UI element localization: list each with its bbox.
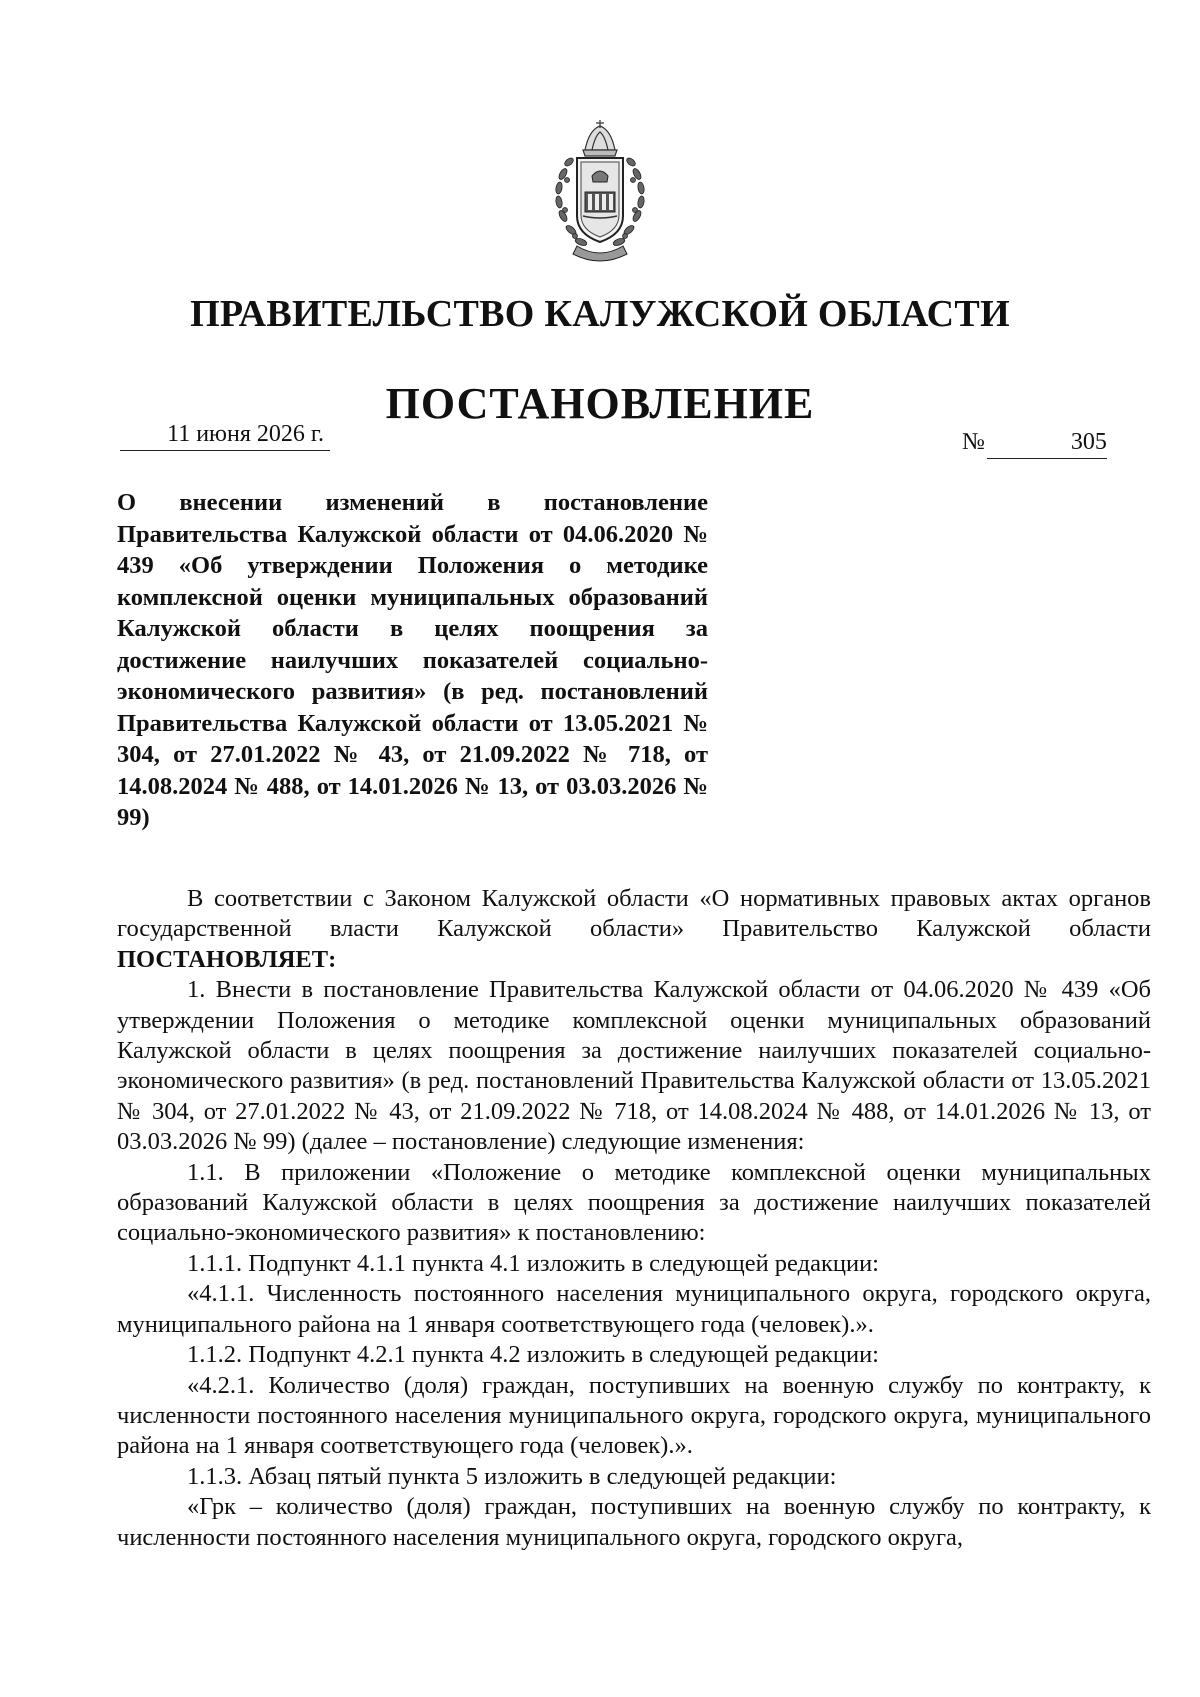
clause-1-1-2: 1.1.2. Подпункт 4.2.1 пункта 4.2 изложить в следующей редакции: xyxy=(187,1341,879,1369)
document-subject: О внесении изменений в постановление Правительства Калужской области от 04.06.2020 № 439 «Об утверждении Положения о методике комплексной оценки муниципальных образований Калужской области в целях поощрения за достижение наилучших показателей социально-экономического развития» (в ред. постановлений Правительства Калужской области от 13.05.2021 № 304, от 27.01.2022 № 43, от 21.09.2022 № 718, от 14.08.2024 № 488, от 14.01.2026 № 13, от 03.03.2026 № 99) xyxy=(117,489,708,831)
document-type: ПОСТАНОВЛЕНИЕ xyxy=(385,379,815,428)
clause-1-1-1: 1.1.1. Подпункт 4.1.1 пункта 4.1 изложить в следующей редакции: xyxy=(187,1249,879,1277)
clause-1-1-2-text: «4.2.1. Количество (доля) граждан, поступивших на военную службу по контракту, к численности постоянного населения муниципального округа, городского округа, муниципального района на 1 января соответствующего года (человек).». xyxy=(117,1371,1151,1460)
clause-1-1-3: 1.1.3. Абзац пятый пункта 5 изложить в следующей редакции: xyxy=(187,1462,837,1490)
government-name: ПРАВИТЕЛЬСТВО КАЛУЖСКОЙ ОБЛАСТИ xyxy=(190,293,1010,335)
date-text: 11 июня 2026 г. xyxy=(167,421,324,447)
clause-1-1-1-text: «4.1.1. Численность постоянного населения муниципального округа, городского округа, муниципального района на 1 января соответствующего года (человек).». xyxy=(117,1280,1151,1338)
resolves-word: ПОСТАНОВЛЯЕТ: xyxy=(117,945,337,973)
clause-1: 1. Внести в постановление Правительства Калужской области от 04.06.2020 № 439 «Об утверждении Положения о методике комплексной оценки муниципальных образований Калужской области в целях поощрения за достижение наилучших показателей социально-экономического развития» (в ред. постановлений Правительства Калужской области от 13.05.2021 № 304, от 27.01.2022 № 43, от 21.09.2022 № 718, от 14.08.2024 № 488, от 14.01.2026 № 13, от 03.03.2026 № 99) (далее – постановление) следующие изменения: xyxy=(117,976,1151,1156)
preamble-paragraph xyxy=(117,884,1151,975)
document-body xyxy=(117,884,1151,1553)
document-number xyxy=(962,426,1122,459)
preamble-text: В соответствии с Законом Калужской области «О нормативных правовых актах органов государственной власти Калужской области» Правительство Калужской области xyxy=(117,885,1151,943)
document-date xyxy=(120,418,330,451)
clause-1-1-3-text: «Грк – количество (доля) граждан, поступивших на военную службу по контракту, к численности постоянного населения муниципального округа, городского округа, xyxy=(117,1493,1151,1551)
kaluga-coat-of-arms-icon xyxy=(537,120,663,268)
number-value: 305 xyxy=(987,426,1107,459)
number-sign: № xyxy=(962,429,985,455)
clause-1-1: 1.1. В приложении «Положение о методике комплексной оценки муниципальных образований Калужской области в целях поощрения за достижение наилучших показателей социально-экономического развития» к постановлению: xyxy=(117,1158,1151,1247)
